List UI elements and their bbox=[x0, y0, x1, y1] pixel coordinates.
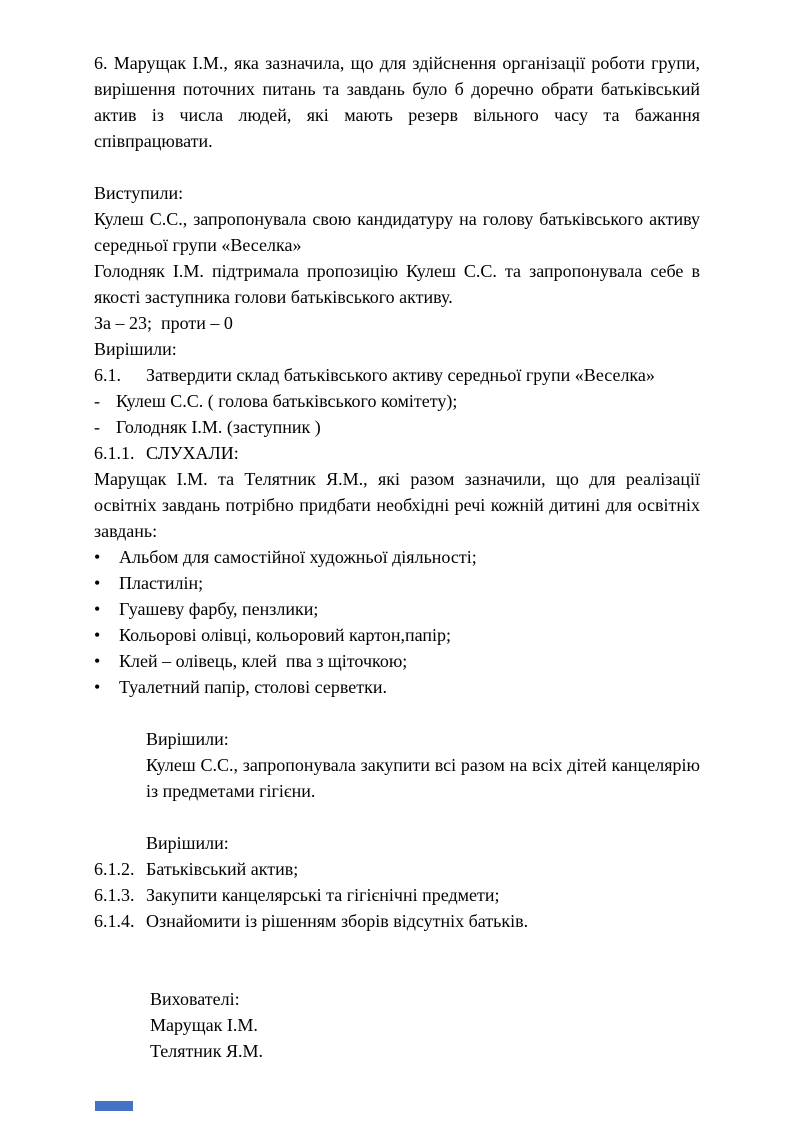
bullet-icon: • bbox=[94, 677, 101, 697]
supply-text: Туалетний папір, столові серветки. bbox=[119, 677, 387, 697]
decision-text: Батьківський актив; bbox=[146, 859, 299, 879]
signature-role-label: Вихователі: bbox=[150, 989, 240, 1009]
dash-glyph: - bbox=[94, 417, 100, 437]
item-6-1-1-text: СЛУХАЛИ: bbox=[146, 443, 239, 463]
decided-heading-1: Вирішили: bbox=[94, 339, 177, 359]
supply-list-item bbox=[94, 544, 700, 570]
bullet-icon: • bbox=[94, 651, 101, 671]
item-6-1-1-number: 6.1.1. bbox=[94, 443, 135, 463]
heard-paragraph: Марущак І.М. та Телятник Я.М., які разом зазначили, що для реалізації освітніх завдань потрібно придбати необхідні речі кожній дитині для освітніх завдань: bbox=[94, 469, 700, 541]
paragraph-item-6: 6. Марущак І.М., яка зазначила, що для здійснення організації роботи групи, вирішення поточних питань та завдань було б доречно обрати батьківський актив із числа людей, які мають резерв вільного часу та бажання співпрацювати. bbox=[94, 53, 700, 151]
supply-text: Кольорові олівці, кольоровий картон,папір; bbox=[119, 625, 451, 645]
item-6-1 bbox=[94, 362, 700, 388]
decision-row bbox=[94, 882, 700, 908]
bullet-icon: • bbox=[94, 599, 101, 619]
decision-number: 6.1.4. bbox=[94, 911, 135, 931]
supply-list-item bbox=[94, 596, 700, 622]
committee-member-row bbox=[94, 388, 700, 414]
supply-list-item bbox=[94, 674, 700, 700]
vote-result: За – 23; проти – 0 bbox=[94, 313, 233, 333]
supply-list-item bbox=[94, 648, 700, 674]
supply-text: Альбом для самостійної художньої діяльності; bbox=[119, 547, 477, 567]
item-6-1-number: 6.1. bbox=[94, 365, 121, 385]
kulesh-statement: Кулеш С.С., запропонувала свою кандидатуру на голову батьківського активу середньої групи «Веселка» bbox=[94, 209, 700, 255]
item-6-1-text: Затвердити склад батьківського активу середньої групи «Веселка» bbox=[146, 365, 655, 385]
decision-number: 6.1.3. bbox=[94, 885, 135, 905]
speakers-heading: Виступили: bbox=[94, 183, 184, 203]
committee-member-row bbox=[94, 414, 700, 440]
dash-glyph: - bbox=[94, 391, 100, 411]
supply-text: Клей – олівець, клей пва з щіточкою; bbox=[119, 651, 408, 671]
kulesh-proposal: Кулеш С.С., запропонувала закупити всі разом на всіх дітей канцелярію із предметами гігієни. bbox=[146, 755, 700, 801]
decision-row bbox=[94, 856, 700, 882]
decision-text: Закупити канцелярські та гігієнічні предмети; bbox=[146, 885, 500, 905]
decision-number: 6.1.2. bbox=[94, 859, 135, 879]
bullet-icon: • bbox=[94, 573, 101, 593]
page-bottom-blue-marker bbox=[95, 1101, 133, 1111]
supply-text: Пластилін; bbox=[119, 573, 204, 593]
supply-text: Гуашеву фарбу, пензлики; bbox=[119, 599, 319, 619]
bullet-icon: • bbox=[94, 547, 101, 567]
bullet-icon: • bbox=[94, 625, 101, 645]
supply-list-item bbox=[94, 622, 700, 648]
item-6-1-1 bbox=[94, 440, 700, 466]
holodniak-statement: Голодняк І.М. підтримала пропозицію Кулеш С.С. та запропонувала себе в якості заступника голови батьківського активу. bbox=[94, 261, 700, 307]
signature-name: Марущак І.М. bbox=[150, 1015, 258, 1035]
committee-member-text: Голодняк І.М. (заступник ) bbox=[116, 417, 321, 437]
supply-list-item bbox=[94, 570, 700, 596]
decision-row bbox=[94, 908, 700, 934]
committee-member-text: Кулеш С.С. ( голова батьківського комітету); bbox=[116, 391, 458, 411]
decision-text: Ознайомити із рішенням зборів відсутніх батьків. bbox=[146, 911, 529, 931]
decided-heading-2: Вирішили: bbox=[146, 729, 229, 749]
signature-name: Телятник Я.М. bbox=[150, 1041, 263, 1061]
decided-heading-3: Вирішили: bbox=[146, 833, 229, 853]
